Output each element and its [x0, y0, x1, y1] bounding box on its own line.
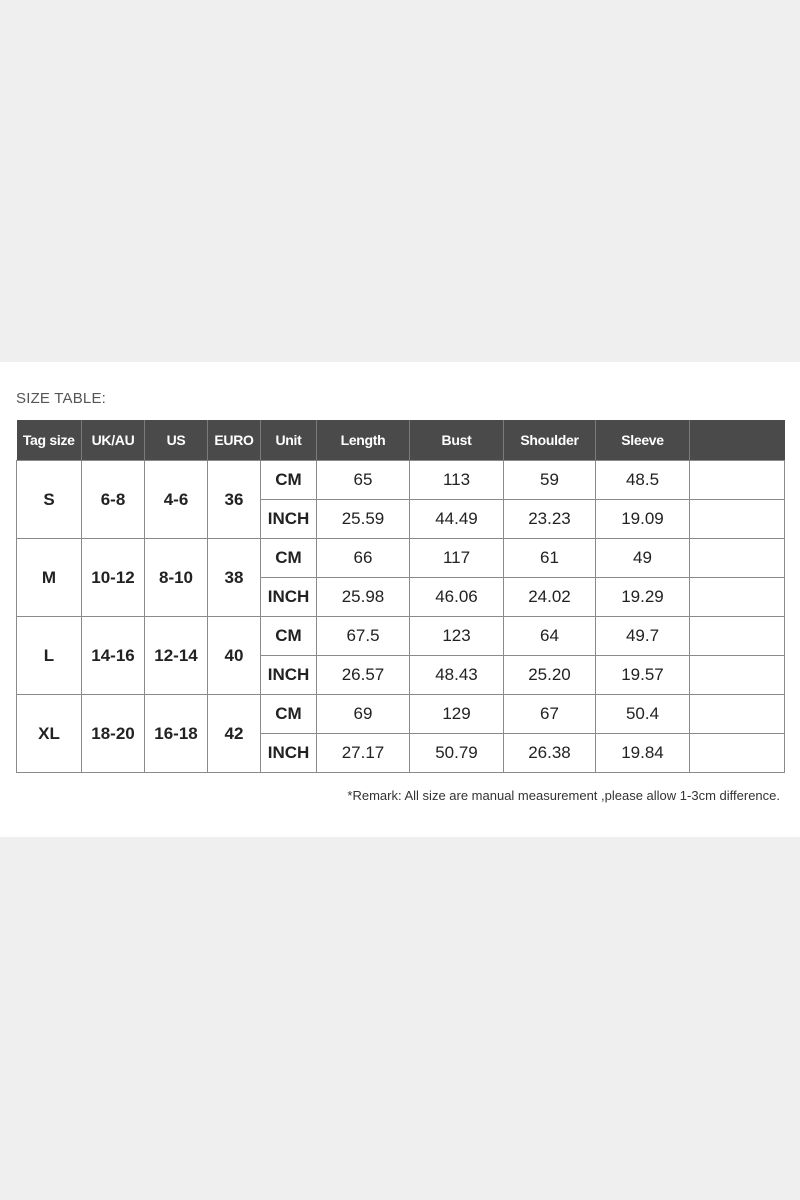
- unit-cell: INCH: [261, 734, 317, 773]
- uk-au-cell: 6-8: [82, 461, 145, 539]
- table-header-row: [17, 420, 785, 461]
- empty-cell: [690, 539, 785, 578]
- bust-cell: 123: [410, 617, 504, 656]
- us-cell: 12-14: [145, 617, 208, 695]
- length-cell: 26.57: [317, 656, 410, 695]
- shoulder-cell: 67: [504, 695, 596, 734]
- euro-cell: 38: [208, 539, 261, 617]
- us-cell: 4-6: [145, 461, 208, 539]
- header-uk-au: UK/AU: [82, 420, 145, 461]
- length-cell: 69: [317, 695, 410, 734]
- bust-cell: 46.06: [410, 578, 504, 617]
- empty-cell: [690, 617, 785, 656]
- sleeve-cell: 19.84: [596, 734, 690, 773]
- length-cell: 27.17: [317, 734, 410, 773]
- length-cell: 25.98: [317, 578, 410, 617]
- empty-cell: [690, 695, 785, 734]
- bust-cell: 129: [410, 695, 504, 734]
- empty-cell: [690, 656, 785, 695]
- empty-cell: [690, 500, 785, 539]
- euro-cell: 40: [208, 617, 261, 695]
- header-shoulder: Shoulder: [504, 420, 596, 461]
- uk-au-cell: 14-16: [82, 617, 145, 695]
- shoulder-cell: 23.23: [504, 500, 596, 539]
- bust-cell: 48.43: [410, 656, 504, 695]
- us-cell: 8-10: [145, 539, 208, 617]
- sleeve-cell: 19.29: [596, 578, 690, 617]
- remark-note: *Remark: All size are manual measurement ,please allow 1-3cm difference.: [347, 788, 780, 803]
- size-table: [16, 420, 785, 773]
- empty-cell: [690, 461, 785, 500]
- table-row: [17, 617, 785, 656]
- empty-cell: [690, 734, 785, 773]
- header-bust: Bust: [410, 420, 504, 461]
- table-row: [17, 461, 785, 500]
- header-tag-size: Tag size: [17, 420, 82, 461]
- sleeve-cell: 48.5: [596, 461, 690, 500]
- euro-cell: 36: [208, 461, 261, 539]
- sleeve-cell: 50.4: [596, 695, 690, 734]
- sleeve-cell: 19.57: [596, 656, 690, 695]
- empty-cell: [690, 578, 785, 617]
- table-row: [17, 695, 785, 734]
- length-cell: 25.59: [317, 500, 410, 539]
- header-unit: Unit: [261, 420, 317, 461]
- tag-size-cell: XL: [17, 695, 82, 773]
- length-cell: 66: [317, 539, 410, 578]
- bust-cell: 50.79: [410, 734, 504, 773]
- uk-au-cell: 10-12: [82, 539, 145, 617]
- bust-cell: 113: [410, 461, 504, 500]
- shoulder-cell: 64: [504, 617, 596, 656]
- unit-cell: INCH: [261, 656, 317, 695]
- shoulder-cell: 26.38: [504, 734, 596, 773]
- shoulder-cell: 24.02: [504, 578, 596, 617]
- tag-size-cell: M: [17, 539, 82, 617]
- shoulder-cell: 25.20: [504, 656, 596, 695]
- page-title: SIZE TABLE:: [16, 390, 107, 407]
- header-length: Length: [317, 420, 410, 461]
- bust-cell: 117: [410, 539, 504, 578]
- unit-cell: CM: [261, 539, 317, 578]
- header-us: US: [145, 420, 208, 461]
- length-cell: 65: [317, 461, 410, 500]
- sleeve-cell: 49: [596, 539, 690, 578]
- bust-cell: 44.49: [410, 500, 504, 539]
- length-cell: 67.5: [317, 617, 410, 656]
- table-row: [17, 539, 785, 578]
- sleeve-cell: 19.09: [596, 500, 690, 539]
- sleeve-cell: 49.7: [596, 617, 690, 656]
- header-euro: EURO: [208, 420, 261, 461]
- header-empty: [690, 420, 785, 461]
- unit-cell: CM: [261, 617, 317, 656]
- unit-cell: CM: [261, 695, 317, 734]
- tag-size-cell: L: [17, 617, 82, 695]
- unit-cell: CM: [261, 461, 317, 500]
- unit-cell: INCH: [261, 578, 317, 617]
- euro-cell: 42: [208, 695, 261, 773]
- header-sleeve: Sleeve: [596, 420, 690, 461]
- uk-au-cell: 18-20: [82, 695, 145, 773]
- shoulder-cell: 59: [504, 461, 596, 500]
- size-table-panel: [0, 362, 800, 837]
- unit-cell: INCH: [261, 500, 317, 539]
- tag-size-cell: S: [17, 461, 82, 539]
- us-cell: 16-18: [145, 695, 208, 773]
- shoulder-cell: 61: [504, 539, 596, 578]
